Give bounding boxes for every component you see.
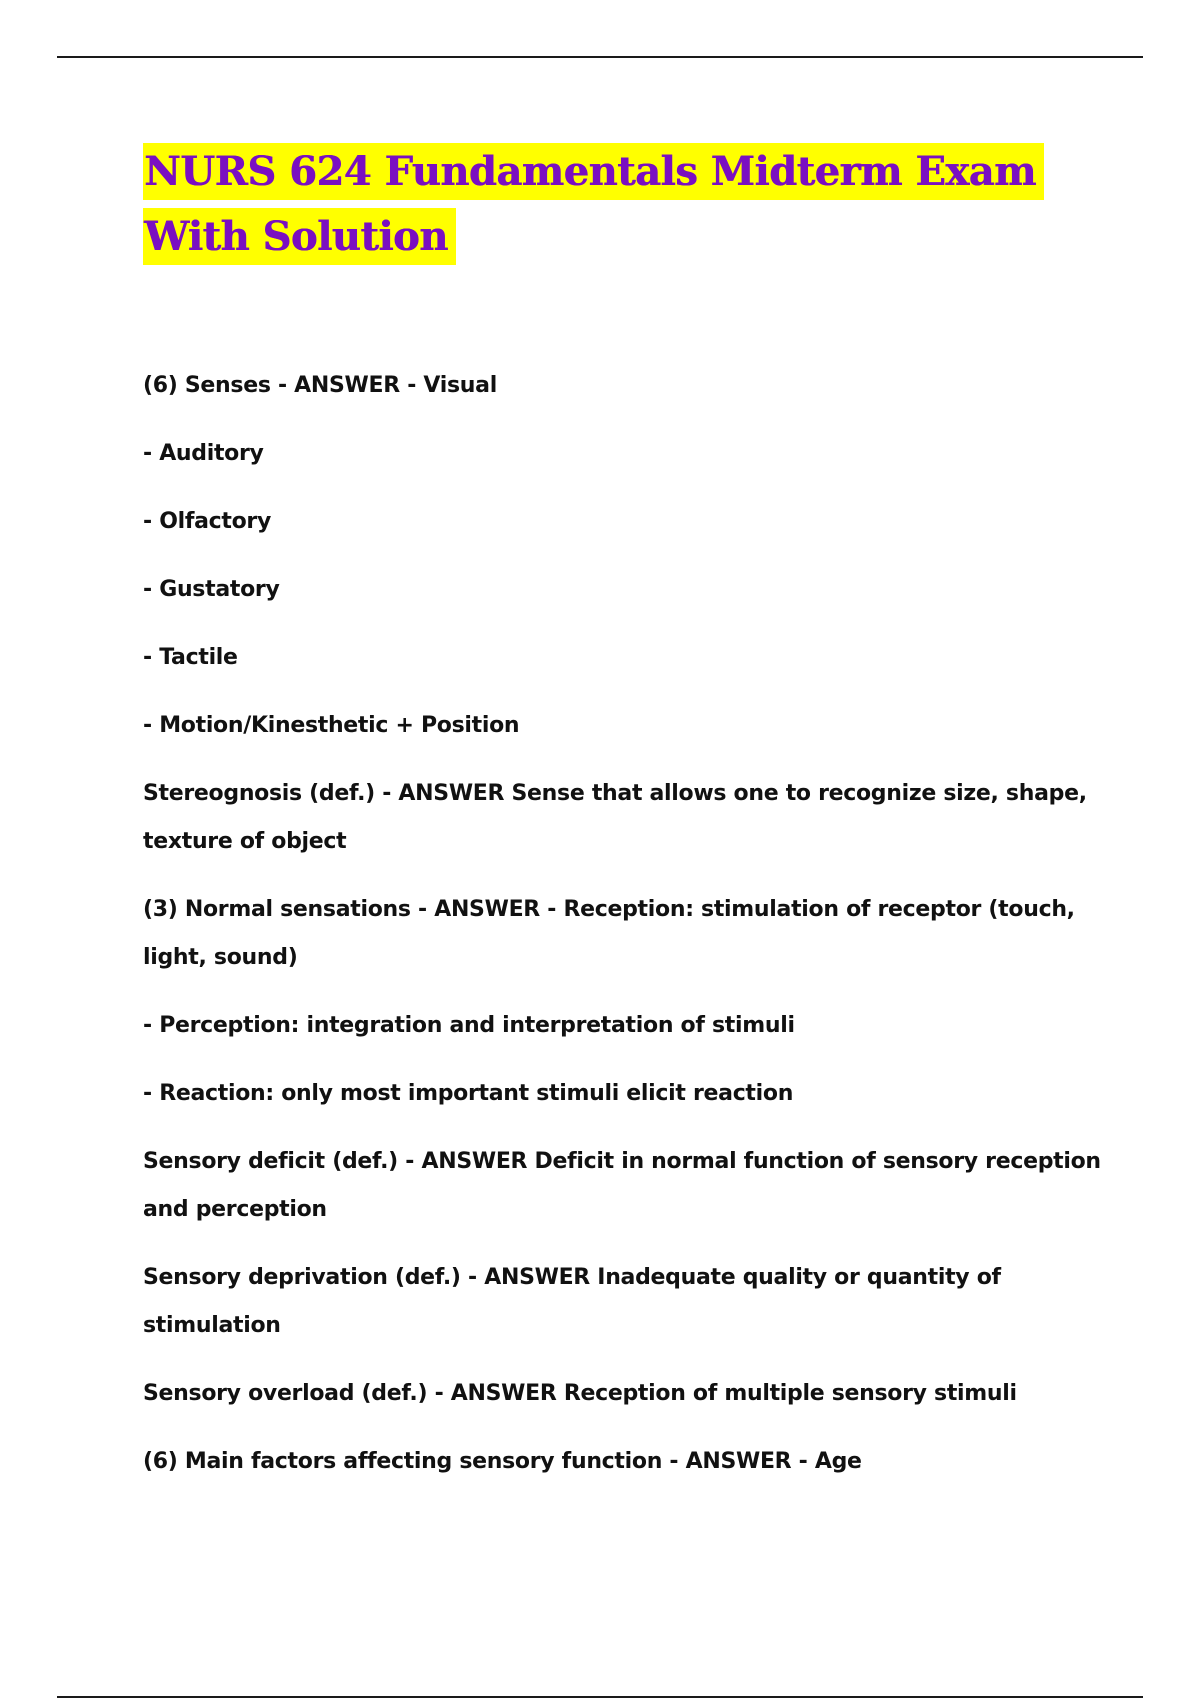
- entry-tactile: - Tactile: [143, 645, 238, 670]
- entry-normal-sensations: (3) Normal sensations - ANSWER - Reception: stimulation of receptor (touch, light, sound): [143, 897, 1075, 970]
- entry-auditory: - Auditory: [143, 441, 264, 466]
- entry-motion-kinesthetic: - Motion/Kinesthetic + Position: [143, 713, 520, 738]
- entry-sensory-overload: Sensory overload (def.) - ANSWER Reception of multiple sensory stimuli: [143, 1381, 1017, 1406]
- entry-gustatory: - Gustatory: [143, 577, 280, 602]
- document-title: [143, 143, 1103, 273]
- entry-olfactory: - Olfactory: [143, 509, 272, 534]
- entry-reaction: - Reaction: only most important stimuli elicit reaction: [143, 1081, 794, 1106]
- header-rule: [57, 56, 1143, 58]
- entry-stereognosis: Stereognosis (def.) - ANSWER Sense that allows one to recognize size, shape, texture of object: [143, 781, 1087, 854]
- entry-main-factors: (6) Main factors affecting sensory function - ANSWER - Age: [143, 1449, 862, 1474]
- entry-senses: (6) Senses - ANSWER - Visual: [143, 373, 497, 398]
- title-line-1: NURS 624 Fundamentals Midterm Exam: [143, 143, 1044, 200]
- document-body: [143, 362, 1103, 1506]
- entry-sensory-deficit: Sensory deficit (def.) - ANSWER Deficit in normal function of sensory reception and perception: [143, 1149, 1101, 1222]
- entry-perception: - Perception: integration and interpretation of stimuli: [143, 1013, 795, 1038]
- footer-rule: [57, 1696, 1143, 1698]
- title-line-2: With Solution: [143, 208, 456, 265]
- entry-sensory-deprivation: Sensory deprivation (def.) - ANSWER Inadequate quality or quantity of stimulation: [143, 1265, 1001, 1338]
